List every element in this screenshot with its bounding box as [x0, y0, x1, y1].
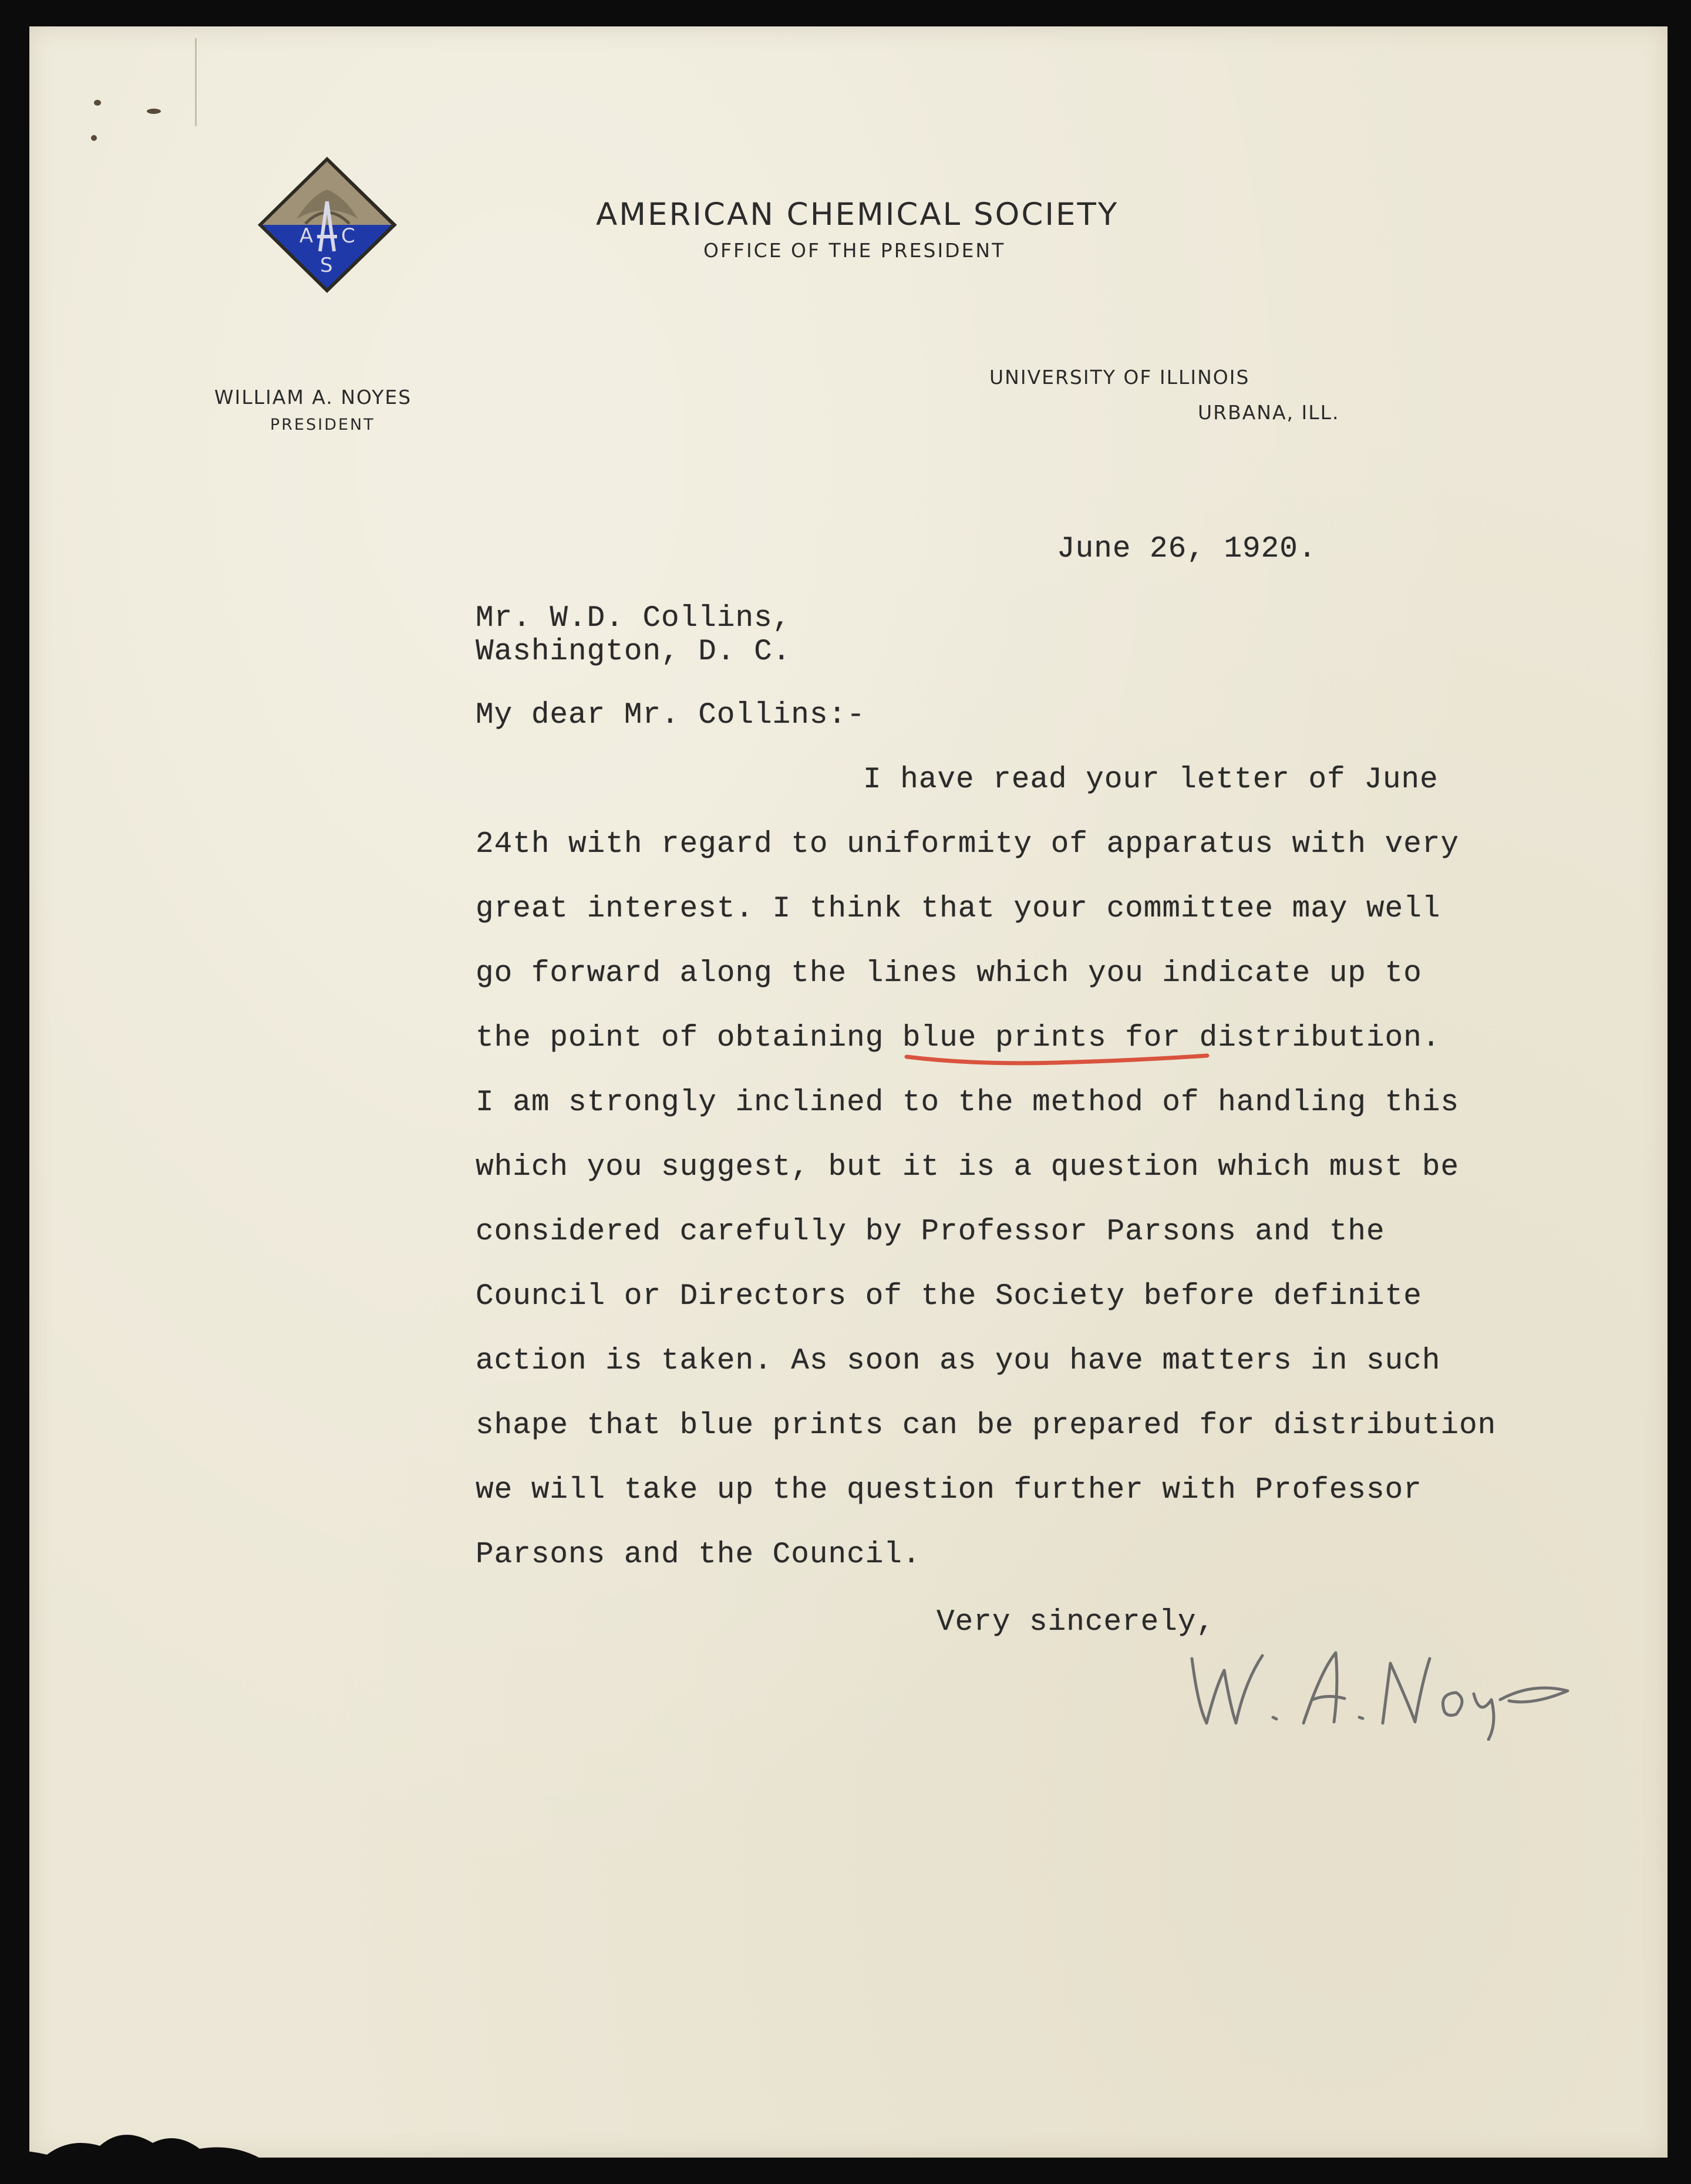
paper-mark [147, 109, 161, 114]
body-line: go forward along the lines which you indicate up to [476, 957, 1422, 990]
red-underline-mark [904, 1051, 1210, 1069]
paper-mark [91, 135, 97, 141]
body-line: 24th with regard to uniformity of apparatus with very [476, 828, 1460, 861]
recipient-location: Washington, D. C. [476, 635, 791, 669]
paper-mark [94, 100, 101, 106]
body-line: the point of obtaining blue prints for distribution. [476, 1022, 1441, 1055]
organization-name: AMERICAN CHEMICAL SOCIETY [596, 197, 1119, 232]
body-line: we will take up the question further with Professor [476, 1474, 1422, 1507]
letter-body [476, 763, 1496, 1602]
seal-letter-a: A [299, 224, 314, 248]
seal-letter-s: S [320, 254, 333, 277]
body-line: I am strongly inclined to the method of handling this [476, 1086, 1460, 1120]
letter-date: June 26, 1920. [1057, 532, 1317, 566]
office-name: OFFICE OF THE PRESIDENT [703, 239, 1006, 262]
institution-name: UNIVERSITY OF ILLINOIS [989, 366, 1250, 389]
body-line: great interest. I think that your committee may well [476, 892, 1441, 926]
body-line: considered carefully by Professor Parsons and the [476, 1215, 1385, 1249]
body-line: shape that blue prints can be prepared for distribution [476, 1409, 1497, 1442]
salutation: My dear Mr. Collins:- [476, 699, 865, 732]
body-line: Council or Directors of the Society before definite [476, 1280, 1422, 1313]
paper-crease [195, 38, 197, 126]
closing: Very sincerely, [937, 1606, 1215, 1639]
seal-letter-c: C [341, 224, 355, 248]
letter-page [29, 26, 1668, 2158]
president-name: WILLIAM A. NOYES [214, 386, 412, 409]
acs-seal-emblem [255, 154, 399, 298]
recipient-name: Mr. W.D. Collins, [476, 602, 791, 635]
torn-edge [0, 2090, 411, 2184]
city-name: URBANA, ILL. [1198, 401, 1340, 424]
president-title: PRESIDENT [270, 416, 375, 434]
body-line: I have read your letter of June [863, 763, 1439, 797]
body-line: which you suggest, but it is a question which must be [476, 1151, 1460, 1184]
body-line: action is taken. As soon as you have matters in such [476, 1344, 1441, 1378]
body-line: Parsons and the Council. [476, 1538, 921, 1572]
handwritten-signature [1180, 1635, 1574, 1741]
